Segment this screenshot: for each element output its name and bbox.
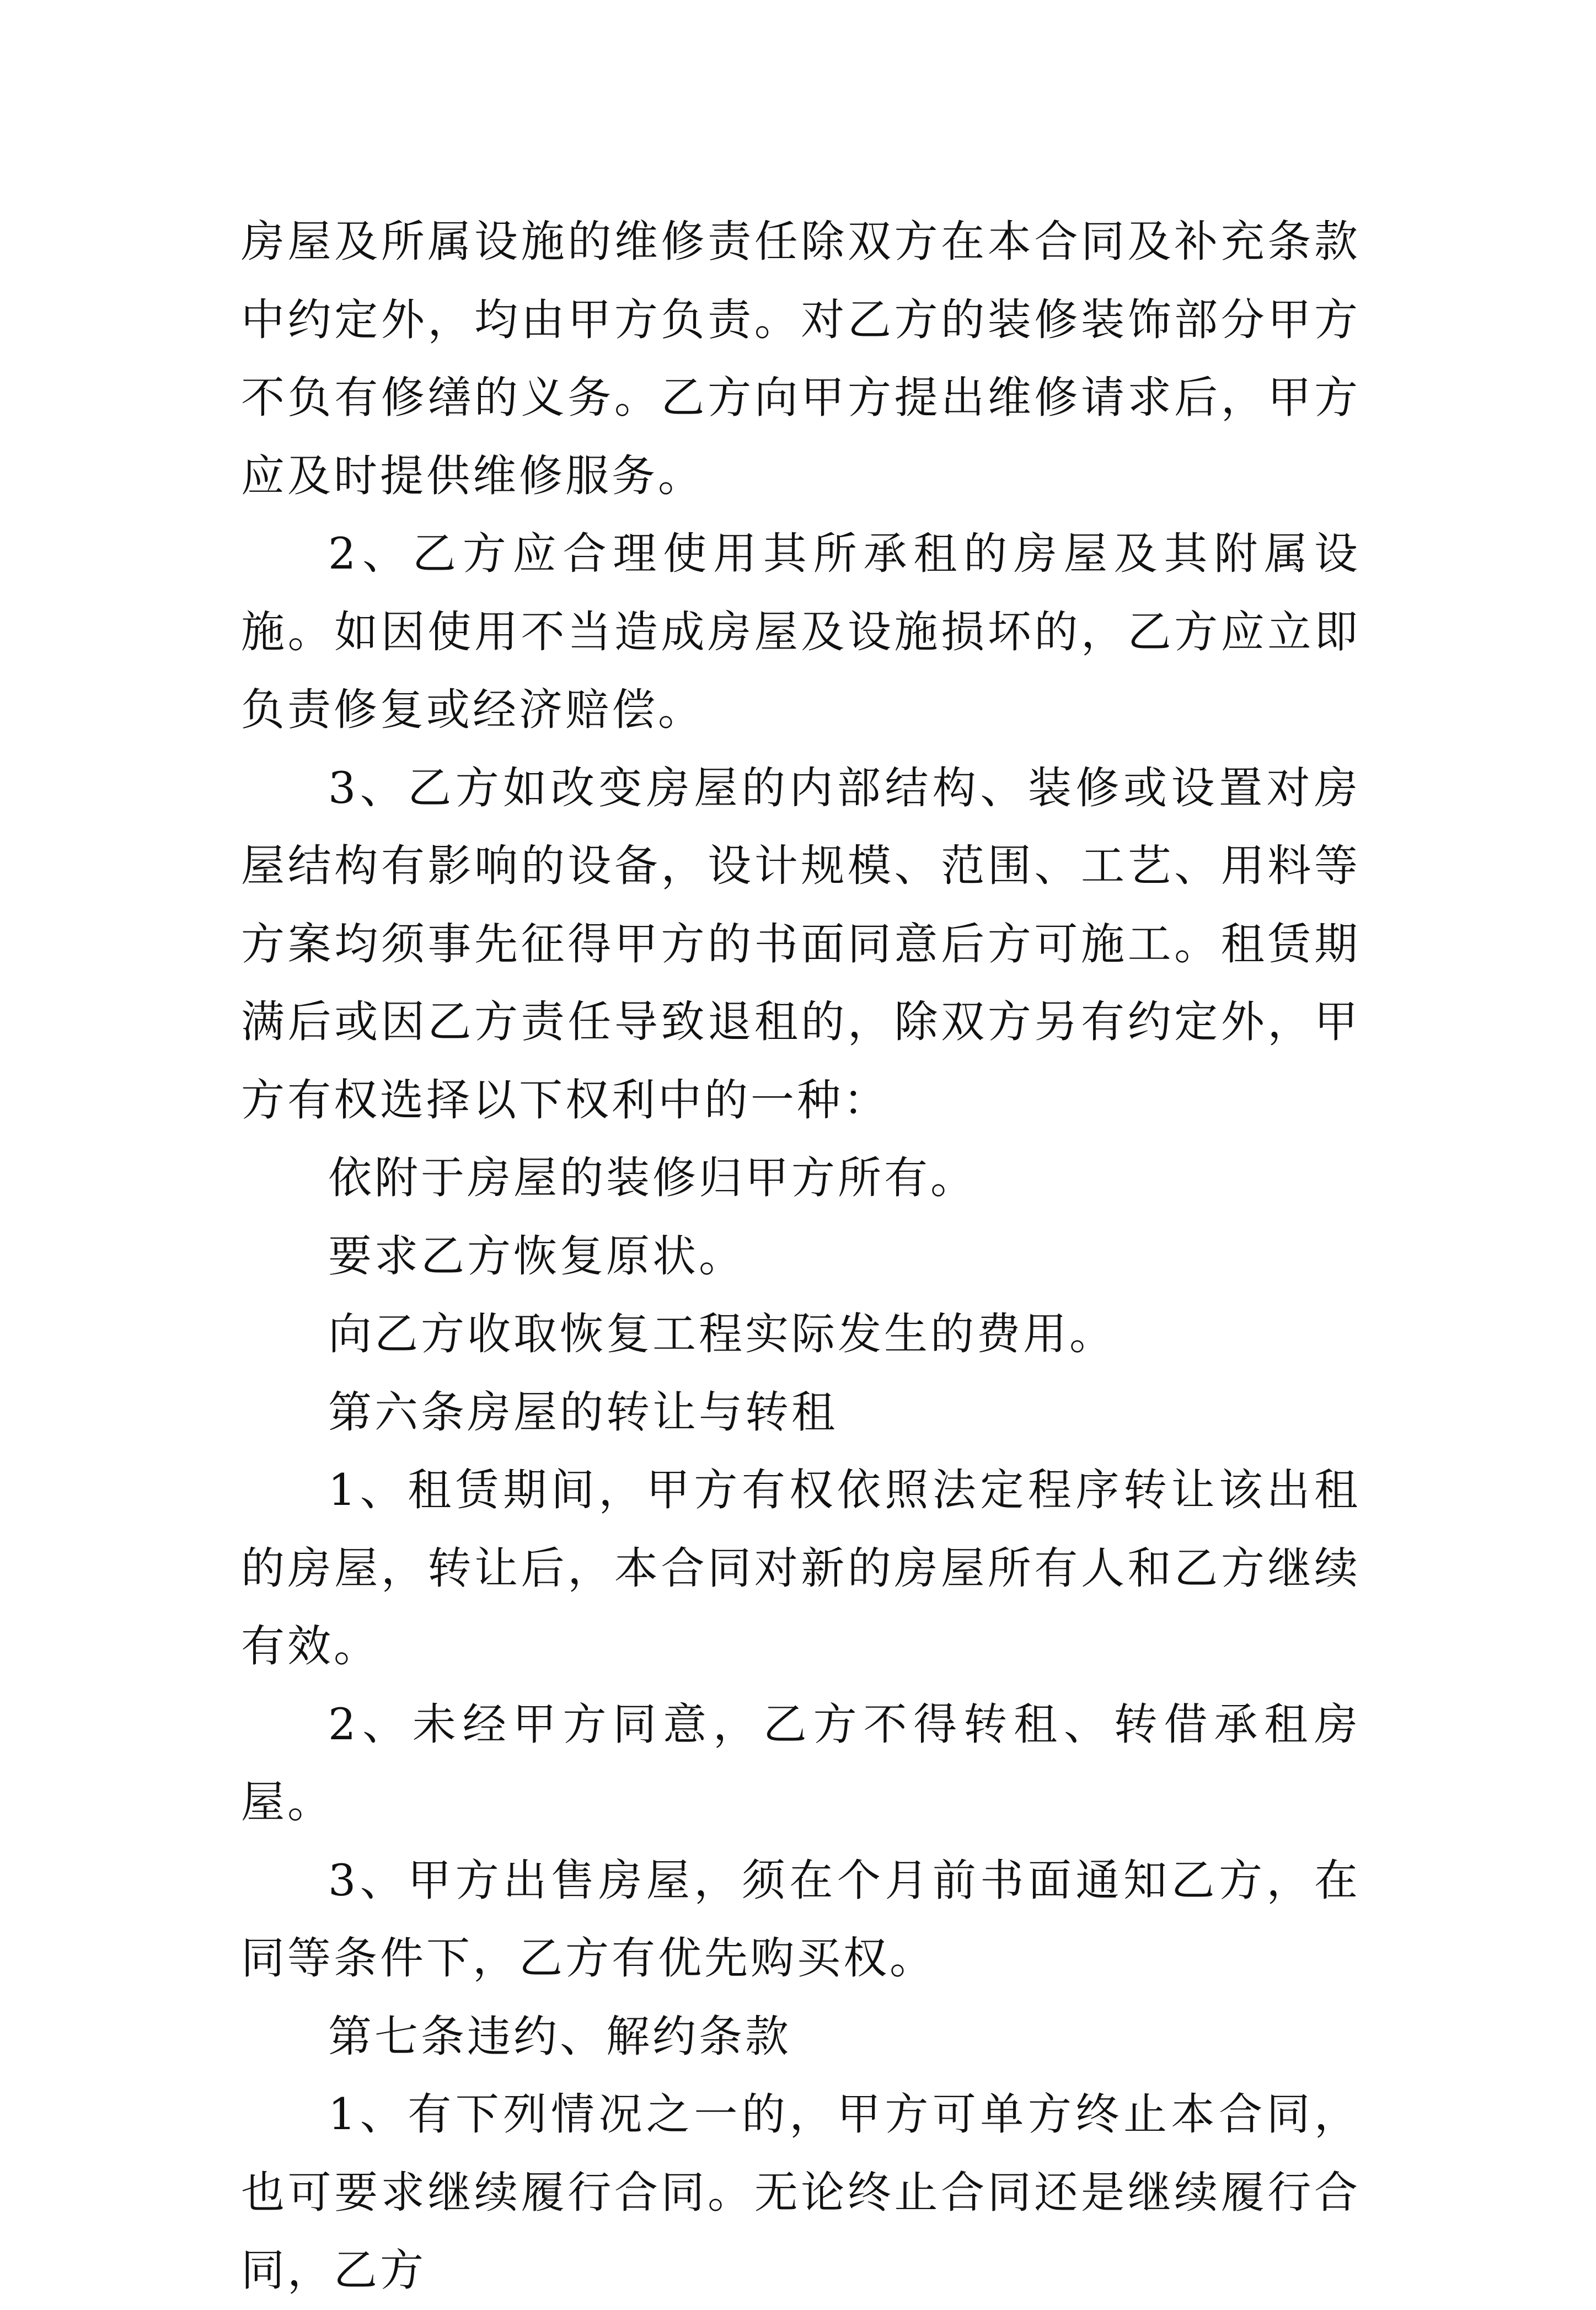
paragraph-option-decoration-ownership: 依附于房屋的装修归甲方所有。 bbox=[328, 1153, 977, 1203]
paragraph-article-7-clause-1: 1、有下列情况之一的，甲方可单方终止本合同，也可要求继续履行合同。无论终止合同还是继续履行合同，乙方 bbox=[241, 2089, 1361, 2296]
article-7-heading: 第七条违约、解约条款 bbox=[328, 2011, 791, 2062]
paragraph-article-6-clause-1: 1、租赁期间，甲方有权依照法定程序转让该出租的房屋，转让后，本合同对新的房屋所有人和乙方继续有效。 bbox=[241, 1465, 1361, 1671]
paragraph-option-restoration-cost: 向乙方收取恢复工程实际发生的费用。 bbox=[328, 1309, 1116, 1359]
paragraph-article-6-clause-2: 2、未经甲方同意，乙方不得转租、转借承租房屋。 bbox=[241, 1698, 1361, 1827]
paragraph-clause-2-proper-use: 2、乙方应合理使用其所承租的房屋及其附属设施。如因使用不当造成房屋及设施损坏的，乙方应立即负责修复或经济赔偿。 bbox=[241, 528, 1361, 735]
paragraph-article-6-clause-3: 3、甲方出售房屋，须在个月前书面通知乙方，在同等条件下，乙方有优先购买权。 bbox=[241, 1855, 1361, 1984]
paragraph-clause-3-alterations: 3、乙方如改变房屋的内部结构、装修或设置对房屋结构有影响的设备，设计规模、范围、工艺、用料等方案均须事先征得甲方的书面同意后方可施工。租赁期满后或因乙方责任导致退租的，除双方另有约定外，甲方有权选择以下权利中的一种： bbox=[241, 762, 1361, 1125]
paragraph-option-restore: 要求乙方恢复原状。 bbox=[328, 1230, 745, 1282]
paragraph-repair-responsibility: 房屋及所属设施的维修责任除双方在本合同及补充条款中约定外，均由甲方负责。对乙方的装修装饰部分甲方不负有修缮的义务。乙方向甲方提出维修请求后，甲方应及时提供维修服务。 bbox=[241, 216, 1361, 501]
article-6-heading: 第六条房屋的转让与转租 bbox=[328, 1386, 838, 1438]
document-body bbox=[241, 203, 1361, 2310]
